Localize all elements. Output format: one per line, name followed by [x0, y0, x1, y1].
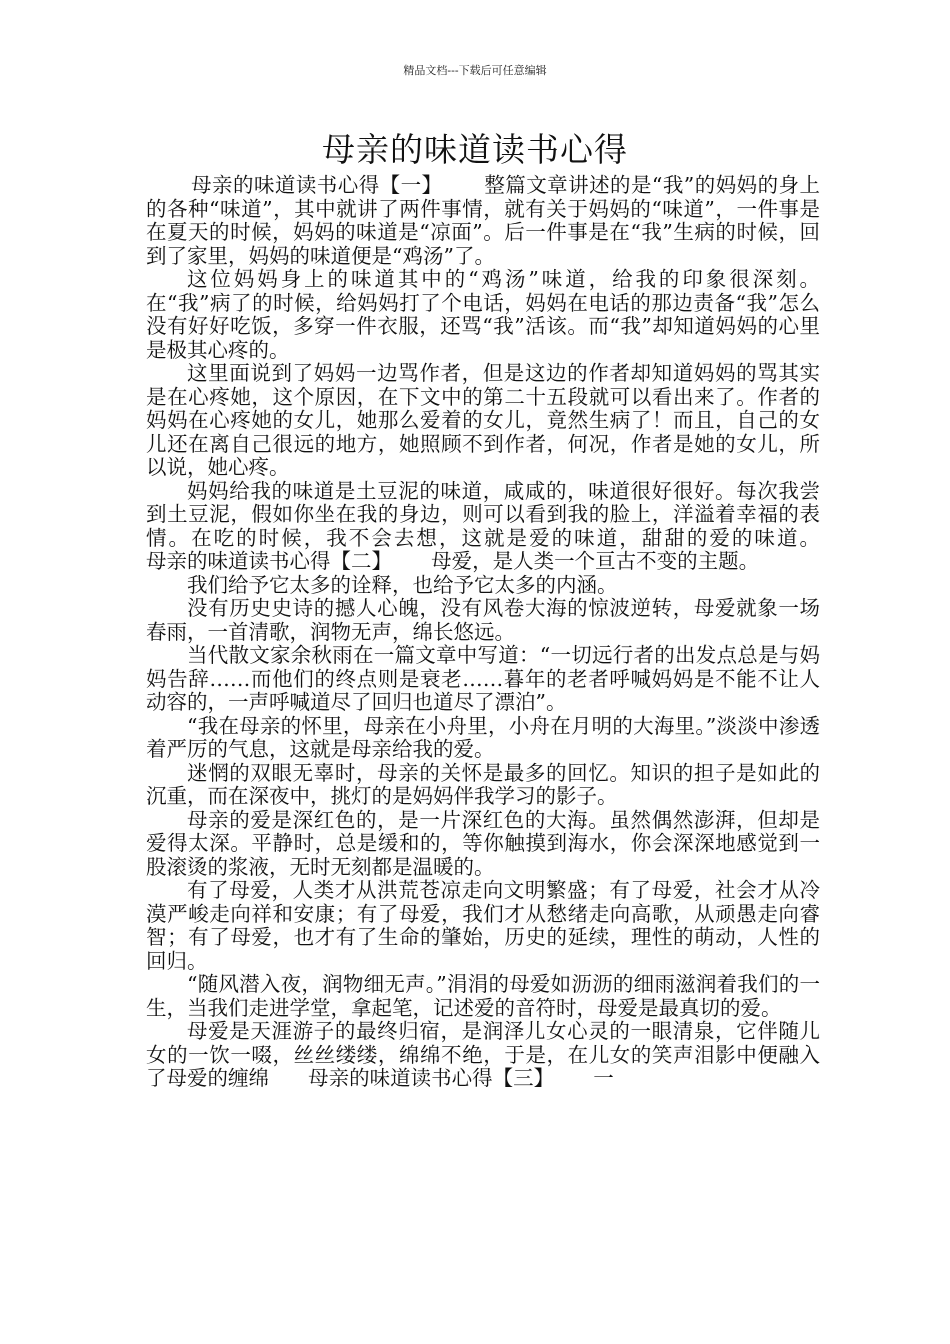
paragraph: 母亲的味道读书心得【一】 整篇文章讲述的是“我”的妈妈的身上的各种“味道”，其中就讲了两件事情，就有关于妈妈的“味道”，一件事是在夏天的时候，妈妈的味道是“凉面”。后一件事是在“我”生病的时候，回到了家里，妈妈的味道便是“鸡汤”了。 — [146, 173, 820, 268]
paragraph: 我们给予它太多的诠释，也给予它太多的内涵。 — [187, 572, 618, 597]
paragraph: 这位妈妈身上的味道其中的“鸡汤”味道，给我的印象很深刻。在“我”病了的时候，给妈妈打了个电话，妈妈在电话的那边责备“我”怎么没有好好吃饭，多穿一件衣服，还骂“我”活该。而“我”却知道妈妈的心里是极其心疼的。 — [146, 267, 820, 362]
paragraph: 母爱是天涯游子的最终归宿，是润泽儿女心灵的一眼清泉，它伴随儿女的一饮一啜，丝丝缕缕，绵绵不绝，于是，在儿女的笑声泪影中便融入了母爱的缠绵 母亲的味道读书心得【三】 一 — [146, 1019, 820, 1090]
paragraph: 当代散文家余秋雨在一篇文章中写道：“一切远行者的出发点总是与妈妈告辞……而他们的终点则是衰老……暮年的老者呼喊妈妈是不能不让人动容的，一声呼喊道尽了回归也道尽了漂泊”。 — [146, 643, 820, 714]
document-title: 母亲的味道读书心得 — [322, 130, 628, 169]
paragraph: 这里面说到了妈妈一边骂作者，但是这边的作者却知道妈妈的骂其实是在心疼她，这个原因，在下文中的第二十五段就可以看出来了。作者的妈妈在心疼她的女儿，她那么爱着的女儿，竟然生病了！而且，自己的女儿还在离自己很远的地方，她照顾不到作者，何况，作者是她的女儿，所以说，她心疼。 — [146, 361, 820, 479]
page-header: 精品文档---下载后可任意编辑 — [403, 64, 547, 77]
paragraph: “我在母亲的怀里，母亲在小舟里，小舟在月明的大海里。”淡淡中渗透着严厉的气息，这就是母亲给我的爱。 — [146, 713, 820, 761]
paragraph: 迷惘的双眼无辜时，母亲的关怀是最多的回忆。知识的担子是如此的沉重，而在深夜中，挑灯的是妈妈伴我学习的影子。 — [146, 760, 820, 808]
paragraph: “随风潜入夜，润物细无声。”涓涓的母爱如沥沥的细雨滋润着我们的一生，当我们走进学堂，拿起笔，记述爱的音符时，母爱是最真切的爱。 — [146, 972, 820, 1020]
paragraph: 妈妈给我的味道是土豆泥的味道，咸咸的，味道很好很好。每次我尝到土豆泥，假如你坐在我的身边，则可以看到我的脸上，洋溢着幸福的表情。在吃的时候，我不会去想，这就是爱的味道，甜甜的爱的味道。 母亲的味道读书心得【二】 母爱，是人类一个亘古不变的主题。 — [146, 478, 860, 573]
paragraph: 母亲的爱是深红色的，是一片深红色的大海。虽然偶然澎湃，但却是爱得太深。平静时，总是缓和的，等你触摸到海水，你会深深地感觉到一股滚烫的浆液，无时无刻都是温暖的。 — [146, 807, 820, 879]
document-body — [146, 173, 860, 1091]
paragraph: 没有历史史诗的撼人心魄，没有风卷大海的惊波逆转，母爱就象一场春雨，一首清歌，润物无声，绵长悠远。 — [146, 596, 820, 644]
paragraph: 有了母爱，人类才从洪荒苍凉走向文明繁盛；有了母爱，社会才从冷漠严峻走向祥和安康；有了母爱，我们才从愁绪走向高歌，从顽愚走向睿智；有了母爱，也才有了生命的肇始，历史的延续，理性的萌动，人性的回归。 — [146, 878, 820, 973]
